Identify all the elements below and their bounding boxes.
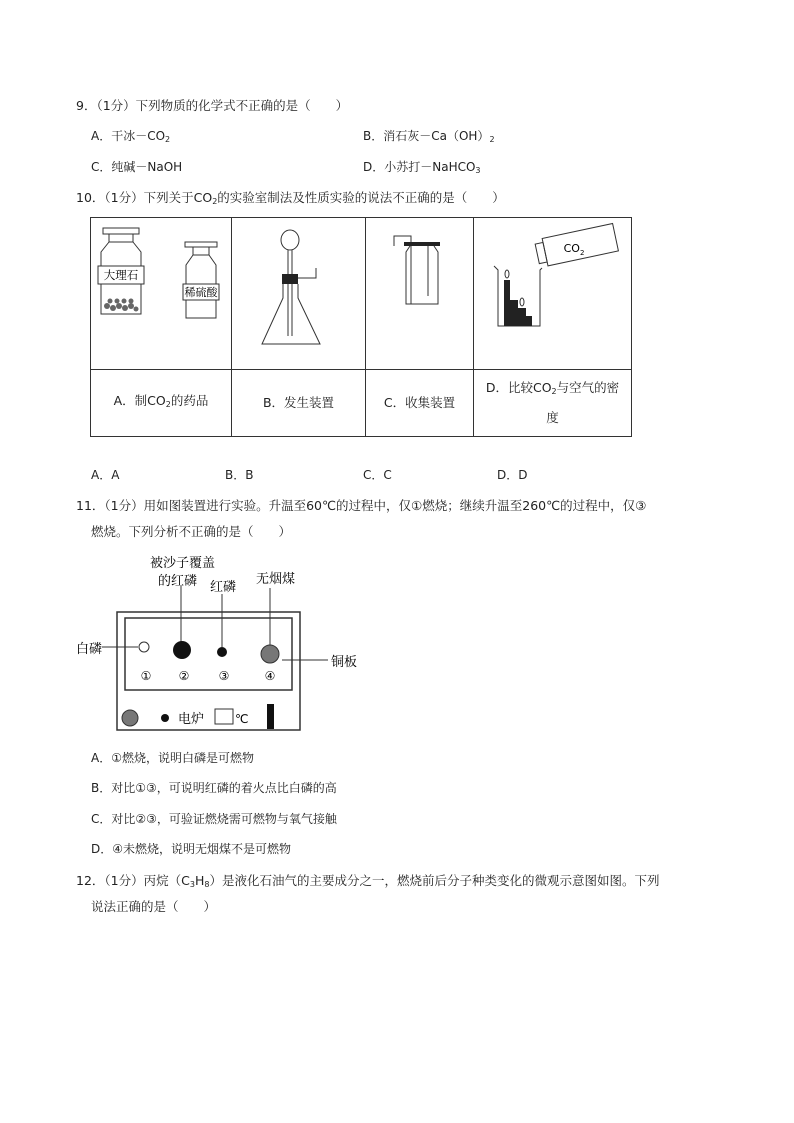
position-1-label: ①	[140, 669, 152, 683]
q11-apparatus-figure	[70, 550, 370, 740]
q11-option-c: C．对比②③，可验证燃烧需可燃物与氧气接触	[91, 812, 337, 826]
q10-option-b: B．B	[225, 468, 254, 482]
position-3-label: ③	[218, 669, 230, 683]
white-phosphorus-label: 白磷	[76, 642, 103, 657]
q10-cell-reagents	[91, 218, 232, 370]
q10-cell-generator	[232, 218, 366, 370]
q10-option-d: D．D	[497, 468, 528, 482]
reagent-bottles-figure	[91, 218, 231, 366]
position-2-label: ②	[178, 669, 190, 683]
q10-caption-b: B．发生装置	[232, 370, 366, 437]
q10-table	[90, 217, 632, 437]
q11-option-b: B．对比①③，可说明红磷的着火点比白磷的高	[91, 781, 337, 795]
copper-plate-label: 铜板	[331, 655, 358, 670]
generator-apparatus-figure	[232, 218, 365, 366]
q9-option-c: C．纯碱－NaOH	[91, 160, 183, 174]
red-phosphorus-label: 红磷	[210, 580, 237, 595]
white-phosphorus-sample	[139, 642, 149, 652]
q9-option-d: D．小苏打－NaHCO$_3$	[363, 160, 481, 175]
q9-stem: 9．（1分）下列物质的化学式不正确的是（ ）	[76, 98, 349, 113]
covered-red-phosphorus-label-1: 被沙子覆盖	[150, 556, 216, 571]
celsius-unit-label: ℃	[235, 712, 249, 726]
stove-switch-icon	[267, 704, 274, 729]
q10-option-a: A．A	[91, 468, 120, 482]
q10-cell-collector	[366, 218, 474, 370]
stove-indicator-icon	[161, 714, 169, 722]
temperature-display	[215, 709, 233, 724]
acid-label: 稀硫酸	[184, 286, 218, 299]
red-phosphorus-sample	[217, 647, 227, 657]
q10-caption-d: D．比较$CO_2$与空气的密 度	[474, 370, 632, 437]
anthracite-sample	[261, 645, 279, 663]
marble-label: 大理石	[103, 268, 139, 282]
q9-option-b: B．消石灰$-Ca(OH)_2$	[363, 129, 495, 144]
collecting-bottle-figure	[366, 218, 473, 366]
covered-red-phosphorus-sample	[173, 641, 191, 659]
q10-stem: 10．（1分）下列关于$CO_2$的实验室制法及性质实验的说法不正确的是（ ）	[76, 190, 505, 206]
q11-stem-line2: 燃烧。下列分析不正确的是（ ）	[91, 524, 292, 539]
anthracite-label: 无烟煤	[256, 572, 296, 587]
q11-option-a: A．①燃烧，说明白磷是可燃物	[91, 751, 254, 765]
stove-knob-icon	[122, 710, 138, 726]
q11-stem-line1: 11．（1分）用如图装置进行实验。升温至60℃的过程中，仅①燃烧；继续升温至260℃的过程中，仅③	[76, 498, 647, 513]
position-4-label: ④	[264, 669, 276, 683]
q9-option-a: A．干冰$-CO_2$	[91, 129, 171, 144]
q11-option-d: D．④未燃烧，说明无烟煤不是可燃物	[91, 842, 291, 856]
density-experiment-figure	[474, 218, 631, 366]
q12-stem-line1: 12．（1分）丙烷$(C_3H_8)$是液化石油气的主要成分之一，燃烧前后分子种类变化的微观示意图如图。下列	[76, 873, 660, 889]
covered-red-phosphorus-label-2: 的红磷	[158, 574, 198, 589]
q10-option-c: C．C	[363, 468, 392, 482]
q10-caption-a: A．制$CO_2$的药品	[91, 370, 232, 437]
co2-bottle-label: $CO_2$	[563, 242, 585, 257]
electric-stove-label: 电炉	[178, 712, 205, 727]
q12-stem-line2: 说法正确的是（ ）	[91, 899, 217, 914]
q10-caption-c: C．收集装置	[366, 370, 474, 437]
q10-cell-density	[474, 218, 632, 370]
